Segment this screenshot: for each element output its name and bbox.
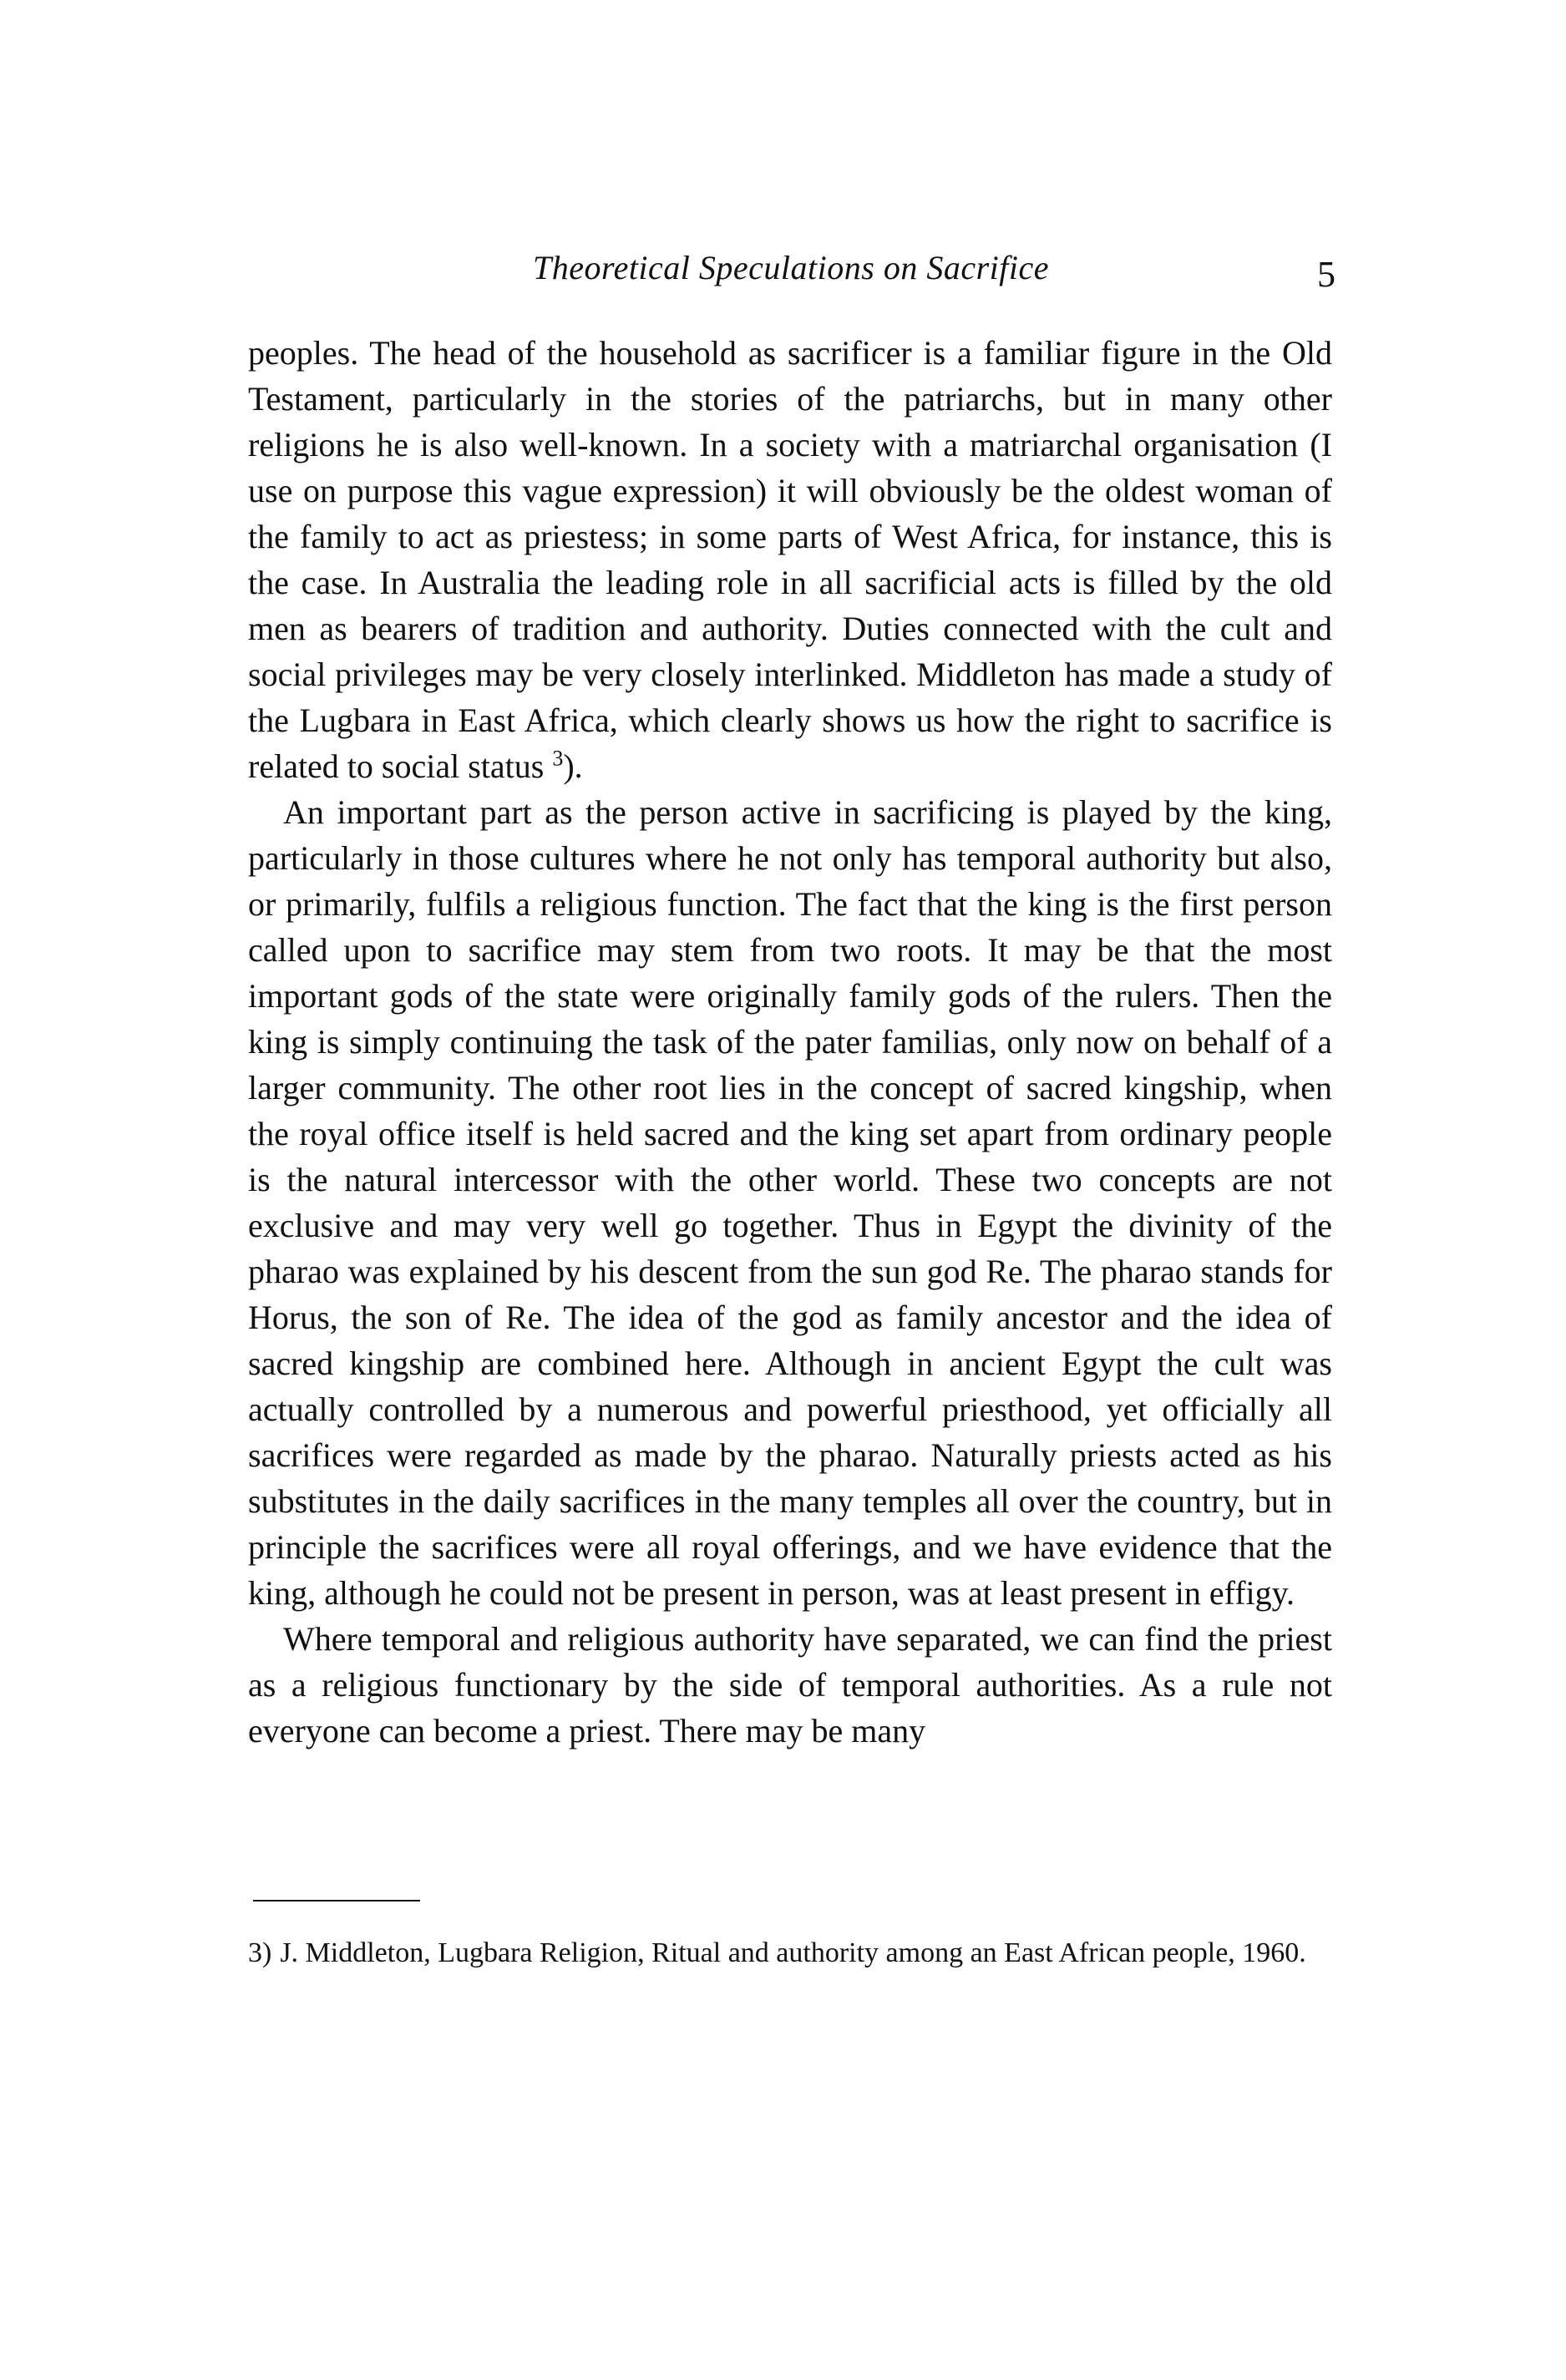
footnote-3 — [248, 1936, 1332, 1971]
paragraph-1 — [248, 330, 1332, 789]
paragraph-2: An important part as the person active in sacrificing is played by the king, particularly in those cultures where he not only has temporal authority but also, or primarily, fulfils a religious function. The fact that the king is the first person called upon to sacrifice may stem from two roots. It may be that the most important gods of the state were originally family gods of the rulers. Then the king is simply continuing the task of the pater familias, only now on behalf of a larger community. The other root lies in the concept of sacred kingship, when the royal office itself is held sacred and the king set apart from ordinary people is the natural intercessor with the other world. These two concepts are not exclusive and may very well go together. Thus in Egypt the divinity of the pharao was explained by his descent from the sun god Re. The pharao stands for Horus, the son of Re. The idea of the god as family ancestor and the idea of sacred kingship are combined here. Although in ancient Egypt the cult was actually controlled by a numerous and powerful priesthood, yet officially all sacrifices were regarded as made by the pharao. Naturally priests acted as his substitutes in the daily sacrifices in the many temples all over the country, but in principle the sacrifices were all royal offerings, and we have evidence that the king, although he could not be present in person, was at least present in effigy. — [248, 793, 1332, 1612]
footnote-mark: 3) — [248, 1937, 272, 1968]
footnote-text: J. Middleton, Lugbara Religion, Ritual and authority among an East African people, 1960. — [280, 1937, 1306, 1968]
body-text — [248, 330, 1332, 1754]
footnote-reference: 3 — [552, 746, 564, 771]
paragraph-3: Where temporal and religious authority have separated, we can find the priest as a religious functionary by the side of temporal authorities. As a rule not everyone can become a priest. There may be many — [248, 1620, 1332, 1750]
running-title: Theoretical Speculations on Sacrifice — [532, 249, 1049, 286]
paragraph-1-tail: ). — [563, 747, 583, 785]
running-head — [248, 247, 1335, 295]
paragraph-1-text: peoples. The head of the household as sacrificer is a familiar figure in the Old Testament, particularly in the stories of the patriarchs, but in many other religions he is also well-known. In a society with a matriarchal organisation (I use on purpose this vague expression) it will obviously be the oldest woman of the family to act as priestess; in some parts of West Africa, for instance, this is the case. In Australia the leading role in all sacrificial acts is filled by the old men as bearers of tradition and authority. Duties connected with the cult and social privileges may be very closely interlinked. Middleton has made a study of the Lugbara in East Africa, which clearly shows us how the right to sacrifice is related to social status — [248, 334, 1332, 785]
page-number: 5 — [1317, 254, 1335, 295]
footnotes — [248, 1936, 1332, 1971]
footnote-divider — [253, 1900, 420, 1901]
